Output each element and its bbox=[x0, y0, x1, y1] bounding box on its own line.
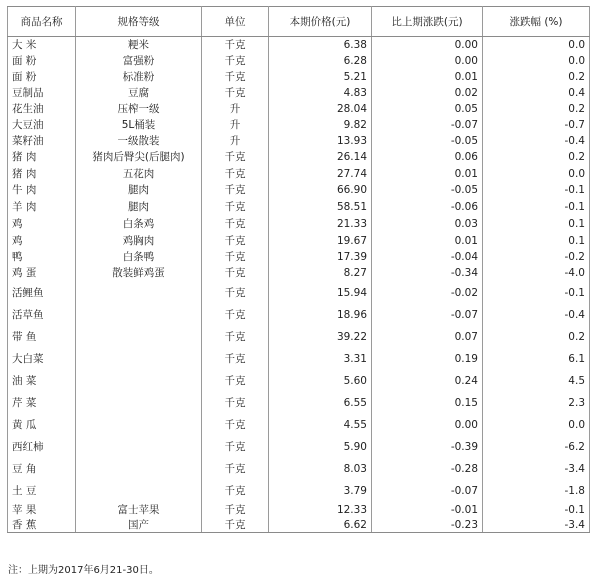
cell-unit: 千克 bbox=[202, 85, 269, 101]
table-row bbox=[8, 85, 590, 101]
cell-spec bbox=[76, 414, 202, 436]
cell-unit: 千克 bbox=[202, 370, 269, 392]
table-row bbox=[8, 502, 590, 518]
cell-unit: 千克 bbox=[202, 502, 269, 518]
cell-spec bbox=[76, 282, 202, 304]
cell-change: -0.07 bbox=[372, 304, 483, 326]
cell-name: 豆制品 bbox=[8, 85, 76, 101]
cell-spec: 腿肉 bbox=[76, 182, 202, 199]
table-row bbox=[8, 348, 590, 370]
cell-change: 0.05 bbox=[372, 101, 483, 117]
table-row bbox=[8, 199, 590, 216]
cell-change: -0.05 bbox=[372, 182, 483, 199]
cell-pct: 0.1 bbox=[483, 233, 590, 249]
cell-price: 17.39 bbox=[269, 249, 372, 265]
cell-change: 0.00 bbox=[372, 37, 483, 53]
cell-name: 面 粉 bbox=[8, 53, 76, 69]
cell-name: 大豆油 bbox=[8, 117, 76, 133]
cell-spec bbox=[76, 480, 202, 502]
table-row bbox=[8, 249, 590, 265]
cell-pct: -0.4 bbox=[483, 133, 590, 149]
cell-unit: 千克 bbox=[202, 166, 269, 182]
cell-pct: -0.1 bbox=[483, 199, 590, 216]
cell-spec: 散装鲜鸡蛋 bbox=[76, 265, 202, 282]
cell-change: 0.01 bbox=[372, 233, 483, 249]
cell-change: -0.01 bbox=[372, 502, 483, 518]
table-row bbox=[8, 265, 590, 282]
cell-spec: 粳米 bbox=[76, 37, 202, 53]
cell-spec: 腿肉 bbox=[76, 199, 202, 216]
cell-name: 土 豆 bbox=[8, 480, 76, 502]
cell-price: 18.96 bbox=[269, 304, 372, 326]
cell-spec: 富强粉 bbox=[76, 53, 202, 69]
cell-spec: 国产 bbox=[76, 518, 202, 533]
header-pct: 涨跌幅 (%) bbox=[483, 7, 590, 37]
cell-pct: 0.2 bbox=[483, 326, 590, 348]
table-row bbox=[8, 518, 590, 533]
cell-unit: 千克 bbox=[202, 216, 269, 233]
cell-unit: 千克 bbox=[202, 436, 269, 458]
table-row bbox=[8, 326, 590, 348]
cell-name: 活草鱼 bbox=[8, 304, 76, 326]
table-row bbox=[8, 101, 590, 117]
price-table bbox=[7, 6, 590, 533]
table-row bbox=[8, 458, 590, 480]
table-row bbox=[8, 392, 590, 414]
cell-pct: -4.0 bbox=[483, 265, 590, 282]
cell-unit: 千克 bbox=[202, 199, 269, 216]
cell-unit: 千克 bbox=[202, 518, 269, 533]
cell-pct: 0.4 bbox=[483, 85, 590, 101]
cell-change: -0.02 bbox=[372, 282, 483, 304]
cell-price: 13.93 bbox=[269, 133, 372, 149]
cell-name: 苹 果 bbox=[8, 502, 76, 518]
cell-pct: -0.1 bbox=[483, 182, 590, 199]
cell-pct: 2.3 bbox=[483, 392, 590, 414]
cell-unit: 千克 bbox=[202, 37, 269, 53]
cell-change: -0.07 bbox=[372, 480, 483, 502]
cell-change: 0.19 bbox=[372, 348, 483, 370]
cell-change: -0.05 bbox=[372, 133, 483, 149]
cell-price: 6.55 bbox=[269, 392, 372, 414]
cell-unit: 千克 bbox=[202, 282, 269, 304]
cell-change: 0.06 bbox=[372, 149, 483, 166]
cell-change: 0.02 bbox=[372, 85, 483, 101]
table-row bbox=[8, 182, 590, 199]
cell-pct: 0.0 bbox=[483, 414, 590, 436]
table-row bbox=[8, 436, 590, 458]
cell-name: 香 蕉 bbox=[8, 518, 76, 533]
cell-price: 5.60 bbox=[269, 370, 372, 392]
cell-price: 8.27 bbox=[269, 265, 372, 282]
cell-change: -0.39 bbox=[372, 436, 483, 458]
cell-change: 0.24 bbox=[372, 370, 483, 392]
cell-pct: -0.1 bbox=[483, 282, 590, 304]
cell-spec bbox=[76, 370, 202, 392]
header-name: 商品名称 bbox=[8, 7, 76, 37]
cell-spec: 猪肉后臀尖(后腿肉) bbox=[76, 149, 202, 166]
cell-name: 大白菜 bbox=[8, 348, 76, 370]
cell-price: 5.21 bbox=[269, 69, 372, 85]
cell-name: 鸭 bbox=[8, 249, 76, 265]
cell-pct: 6.1 bbox=[483, 348, 590, 370]
cell-change: -0.04 bbox=[372, 249, 483, 265]
cell-spec: 五花肉 bbox=[76, 166, 202, 182]
cell-spec bbox=[76, 348, 202, 370]
cell-unit: 千克 bbox=[202, 53, 269, 69]
table-row bbox=[8, 282, 590, 304]
cell-price: 9.82 bbox=[269, 117, 372, 133]
cell-price: 15.94 bbox=[269, 282, 372, 304]
cell-unit: 升 bbox=[202, 117, 269, 133]
cell-name: 鸡 蛋 bbox=[8, 265, 76, 282]
header-price: 本期价格(元) bbox=[269, 7, 372, 37]
cell-spec bbox=[76, 392, 202, 414]
table-row bbox=[8, 304, 590, 326]
cell-name: 西红柿 bbox=[8, 436, 76, 458]
table-body bbox=[8, 37, 590, 533]
cell-spec: 富士苹果 bbox=[76, 502, 202, 518]
cell-price: 6.28 bbox=[269, 53, 372, 69]
cell-pct: -0.2 bbox=[483, 249, 590, 265]
cell-pct: 0.0 bbox=[483, 166, 590, 182]
cell-name: 面 粉 bbox=[8, 69, 76, 85]
cell-change: 0.00 bbox=[372, 53, 483, 69]
cell-spec: 豆腐 bbox=[76, 85, 202, 101]
cell-spec: 标准粉 bbox=[76, 69, 202, 85]
cell-spec: 白条鸭 bbox=[76, 249, 202, 265]
cell-name: 羊 肉 bbox=[8, 199, 76, 216]
cell-pct: 0.2 bbox=[483, 149, 590, 166]
cell-spec: 一级散装 bbox=[76, 133, 202, 149]
cell-change: 0.03 bbox=[372, 216, 483, 233]
table-row bbox=[8, 37, 590, 53]
cell-name: 豆 角 bbox=[8, 458, 76, 480]
cell-price: 6.38 bbox=[269, 37, 372, 53]
cell-price: 4.55 bbox=[269, 414, 372, 436]
cell-price: 58.51 bbox=[269, 199, 372, 216]
cell-pct: 0.2 bbox=[483, 69, 590, 85]
cell-spec: 5L桶装 bbox=[76, 117, 202, 133]
cell-spec bbox=[76, 304, 202, 326]
cell-pct: 0.0 bbox=[483, 37, 590, 53]
cell-pct: 4.5 bbox=[483, 370, 590, 392]
cell-change: 0.00 bbox=[372, 414, 483, 436]
cell-price: 19.67 bbox=[269, 233, 372, 249]
cell-spec bbox=[76, 458, 202, 480]
cell-unit: 千克 bbox=[202, 182, 269, 199]
cell-change: 0.01 bbox=[372, 69, 483, 85]
table-row bbox=[8, 117, 590, 133]
cell-unit: 千克 bbox=[202, 458, 269, 480]
cell-spec bbox=[76, 436, 202, 458]
table-row bbox=[8, 133, 590, 149]
table-row bbox=[8, 414, 590, 436]
cell-unit: 千克 bbox=[202, 69, 269, 85]
cell-price: 26.14 bbox=[269, 149, 372, 166]
table-header-row bbox=[8, 7, 590, 37]
cell-pct: -1.8 bbox=[483, 480, 590, 502]
header-unit: 单位 bbox=[202, 7, 269, 37]
cell-price: 6.62 bbox=[269, 518, 372, 533]
cell-name: 花生油 bbox=[8, 101, 76, 117]
cell-price: 27.74 bbox=[269, 166, 372, 182]
cell-unit: 升 bbox=[202, 133, 269, 149]
cell-spec: 白条鸡 bbox=[76, 216, 202, 233]
cell-unit: 千克 bbox=[202, 304, 269, 326]
cell-price: 4.83 bbox=[269, 85, 372, 101]
cell-name: 活鲤鱼 bbox=[8, 282, 76, 304]
cell-unit: 千克 bbox=[202, 326, 269, 348]
cell-pct: -6.2 bbox=[483, 436, 590, 458]
cell-pct: -0.4 bbox=[483, 304, 590, 326]
cell-price: 39.22 bbox=[269, 326, 372, 348]
cell-price: 5.90 bbox=[269, 436, 372, 458]
cell-change: 0.07 bbox=[372, 326, 483, 348]
cell-change: -0.34 bbox=[372, 265, 483, 282]
cell-unit: 千克 bbox=[202, 480, 269, 502]
footnote: 注：上期为2017年6月21-30日。 bbox=[8, 565, 159, 576]
cell-price: 3.79 bbox=[269, 480, 372, 502]
cell-name: 带 鱼 bbox=[8, 326, 76, 348]
cell-change: 0.15 bbox=[372, 392, 483, 414]
cell-change: -0.23 bbox=[372, 518, 483, 533]
cell-name: 鸡 bbox=[8, 216, 76, 233]
cell-price: 66.90 bbox=[269, 182, 372, 199]
cell-name: 鸡 bbox=[8, 233, 76, 249]
cell-change: -0.07 bbox=[372, 117, 483, 133]
cell-name: 黄 瓜 bbox=[8, 414, 76, 436]
table-row bbox=[8, 216, 590, 233]
cell-name: 菜籽油 bbox=[8, 133, 76, 149]
header-change: 比上期涨跌(元) bbox=[372, 7, 483, 37]
cell-pct: 0.1 bbox=[483, 216, 590, 233]
cell-pct: -3.4 bbox=[483, 458, 590, 480]
cell-pct: -0.7 bbox=[483, 117, 590, 133]
cell-unit: 升 bbox=[202, 101, 269, 117]
cell-unit: 千克 bbox=[202, 392, 269, 414]
table-row bbox=[8, 53, 590, 69]
cell-price: 8.03 bbox=[269, 458, 372, 480]
cell-unit: 千克 bbox=[202, 414, 269, 436]
cell-pct: 0.0 bbox=[483, 53, 590, 69]
cell-name: 猪 肉 bbox=[8, 166, 76, 182]
cell-spec bbox=[76, 326, 202, 348]
cell-unit: 千克 bbox=[202, 265, 269, 282]
cell-name: 牛 肉 bbox=[8, 182, 76, 199]
cell-price: 12.33 bbox=[269, 502, 372, 518]
table-row bbox=[8, 166, 590, 182]
cell-pct: 0.2 bbox=[483, 101, 590, 117]
table-row bbox=[8, 233, 590, 249]
cell-price: 21.33 bbox=[269, 216, 372, 233]
cell-spec: 压榨一级 bbox=[76, 101, 202, 117]
cell-name: 大 米 bbox=[8, 37, 76, 53]
table-row bbox=[8, 69, 590, 85]
cell-change: -0.28 bbox=[372, 458, 483, 480]
table-row bbox=[8, 149, 590, 166]
cell-unit: 千克 bbox=[202, 149, 269, 166]
cell-name: 芹 菜 bbox=[8, 392, 76, 414]
cell-name: 油 菜 bbox=[8, 370, 76, 392]
cell-unit: 千克 bbox=[202, 249, 269, 265]
cell-price: 3.31 bbox=[269, 348, 372, 370]
cell-pct: -0.1 bbox=[483, 502, 590, 518]
cell-price: 28.04 bbox=[269, 101, 372, 117]
cell-pct: -3.4 bbox=[483, 518, 590, 533]
cell-name: 猪 肉 bbox=[8, 149, 76, 166]
header-spec: 规格等级 bbox=[76, 7, 202, 37]
cell-unit: 千克 bbox=[202, 348, 269, 370]
table-row bbox=[8, 480, 590, 502]
cell-spec: 鸡胸肉 bbox=[76, 233, 202, 249]
table-row bbox=[8, 370, 590, 392]
cell-unit: 千克 bbox=[202, 233, 269, 249]
cell-change: 0.01 bbox=[372, 166, 483, 182]
cell-change: -0.06 bbox=[372, 199, 483, 216]
